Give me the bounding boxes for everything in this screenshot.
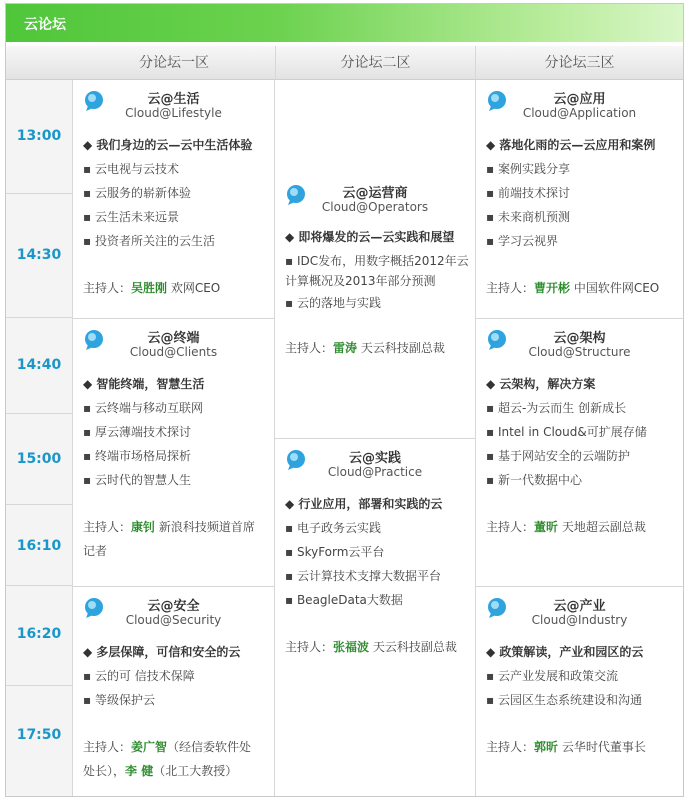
session-item: ▪ 电子政务云实践 [285, 521, 381, 535]
session-title: 云@生活 [147, 92, 200, 107]
session-item: ▪ 学习云视界 [486, 234, 558, 248]
session-item: ▪ 超云-为云而生 创新成长 [486, 401, 627, 415]
session-item: ▪ 云园区生态系统建设和沟通 [486, 693, 642, 707]
session-item: ▪ 云的可 信技术保障 [83, 669, 195, 683]
session-host: 主持人：曹开彬 中国软件网CEO [486, 281, 660, 295]
session-application [476, 80, 683, 318]
session-item: ▪ 云电视与云技术 [83, 162, 179, 176]
session-host: 主持人：郭昕 云华时代董事长 [486, 740, 646, 754]
session-title: 云@产业 [553, 599, 606, 614]
session-item: ▪ 新一代数据中心 [486, 473, 582, 487]
session-subtitle: Cloud@Operators [321, 200, 429, 214]
session-subtitle: Cloud@Security [125, 613, 222, 627]
session-item: ▪ 厚云薄端技术探讨 [83, 425, 191, 439]
column-header-2: 分论坛二区 [275, 46, 475, 80]
host-name: 吴胜刚 [131, 281, 168, 295]
session-title: 云@架构 [553, 331, 606, 346]
session-lead: ◆ 即将爆发的云—云实践和展望 [285, 230, 455, 244]
host-name: 雷涛 [333, 341, 358, 355]
session-host: 主持人：雷涛 天云科技副总裁 [285, 341, 445, 355]
forum-schedule-table [5, 3, 684, 797]
time-slot: 16:10 [6, 505, 72, 586]
session-item: ▪ 云时代的智慧人生 [83, 473, 191, 487]
session-subtitle: Cloud@Practice [327, 465, 423, 479]
session-title: 云@终端 [147, 331, 200, 346]
session-item: ▪ 未来商机预测 [486, 210, 570, 224]
time-slot: 14:30 [6, 194, 72, 318]
session-title: 云@安全 [147, 599, 200, 614]
session-title: 云@运营商 [342, 186, 408, 201]
session-operators [275, 174, 475, 438]
session-subtitle: Cloud@Industry [531, 613, 628, 627]
session-item: ▪ IDC发布，用数字概括2012年云 [285, 254, 469, 268]
session-item: ▪ 云计算技术支撑大数据平台 [285, 569, 441, 583]
session-item: ▪ 终端市场格局探析 [83, 449, 191, 463]
session-item: ▪ 投资者所关注的云生活 [83, 234, 215, 248]
host-name: 张福波 [333, 640, 370, 654]
session-item: ▪ Intel in Cloud&可扩展存储 [486, 425, 647, 439]
session-title: 云@应用 [553, 92, 606, 107]
session-practice [275, 439, 475, 669]
session-item: 计算概况及2013年部分预测 [285, 274, 436, 288]
session-host: 主持人：康钊 新浪科技频道首席 记者 [83, 520, 255, 558]
session-industry [476, 587, 683, 796]
session-item: ▪ 云终端与移动互联网 [83, 401, 203, 415]
session-subtitle: Cloud@Lifestyle [125, 106, 222, 120]
session-structure [476, 319, 683, 586]
host-name: 董昕 [534, 520, 559, 534]
session-item: ▪ 云服务的崭新体验 [83, 186, 191, 200]
session-subtitle: Cloud@Application [522, 106, 637, 120]
session-lead: ◆ 多层保障，可信和安全的云 [83, 645, 241, 659]
session-item: ▪ 案例实践分享 [486, 162, 570, 176]
time-slot: 13:00 [6, 80, 72, 194]
host-name: 姜广智 [131, 740, 168, 754]
time-column-header [6, 46, 73, 80]
time-slot: 17:50 [16, 727, 62, 743]
session-title: 云@实践 [348, 451, 401, 466]
time-slot: 15:00 [6, 414, 72, 505]
session-lead: ◆ 落地化雨的云—云应用和案例 [486, 138, 656, 152]
session-item: ▪ 云生活未来远景 [83, 210, 179, 224]
session-item: ▪ BeagleData大数据 [285, 593, 403, 607]
session-item: ▪ 基于网站安全的云端防护 [486, 449, 630, 463]
session-subtitle: Cloud@Structure [528, 345, 631, 359]
session-lead: ◆ 政策解读，产业和园区的云 [486, 645, 644, 659]
session-lead: ◆ 我们身边的云—云中生活体验 [83, 138, 253, 152]
session-subtitle: Cloud@Clients [129, 345, 218, 359]
session-lifestyle [73, 80, 274, 318]
column-header-3: 分论坛三区 [475, 46, 683, 80]
host-name: 康钊 [131, 520, 156, 534]
session-host: 主持人：张福波 天云科技副总裁 [285, 640, 457, 654]
session-item: ▪ 等级保护云 [83, 693, 155, 707]
time-column [6, 80, 73, 796]
session-item: ▪ 云产业发展和政策交流 [486, 669, 618, 683]
forum-header [6, 4, 683, 42]
time-slot: 14:40 [6, 318, 72, 414]
column-header-1: 分论坛一区 [73, 46, 275, 80]
session-host: 主持人：姜广智（经信委软件处 处长），李 健（北工大教授） [83, 740, 252, 778]
session-security [73, 587, 274, 796]
session-item: ▪ 前端技术探讨 [486, 186, 570, 200]
time-slot: 16:20 [6, 586, 72, 686]
host-name: 郭昕 [534, 740, 559, 754]
session-item: ▪ 云的落地与实践 [285, 296, 381, 310]
session-lead: ◆ 云架构，解决方案 [486, 377, 596, 391]
session-lead: ◆ 智能终端，智慧生活 [83, 377, 205, 391]
session-item: ▪ SkyForm云平台 [285, 545, 385, 559]
session-host: 主持人：董昕 天地超云副总裁 [486, 520, 646, 534]
host-name: 曹开彬 [534, 281, 571, 295]
session-clients [73, 319, 274, 586]
host-name: 李 健 [125, 764, 154, 778]
session-host: 主持人：吴胜刚 欢网CEO [83, 281, 221, 295]
session-lead: ◆ 行业应用，部署和实践的云 [285, 497, 443, 511]
forum-title: 云论坛 [24, 17, 66, 33]
